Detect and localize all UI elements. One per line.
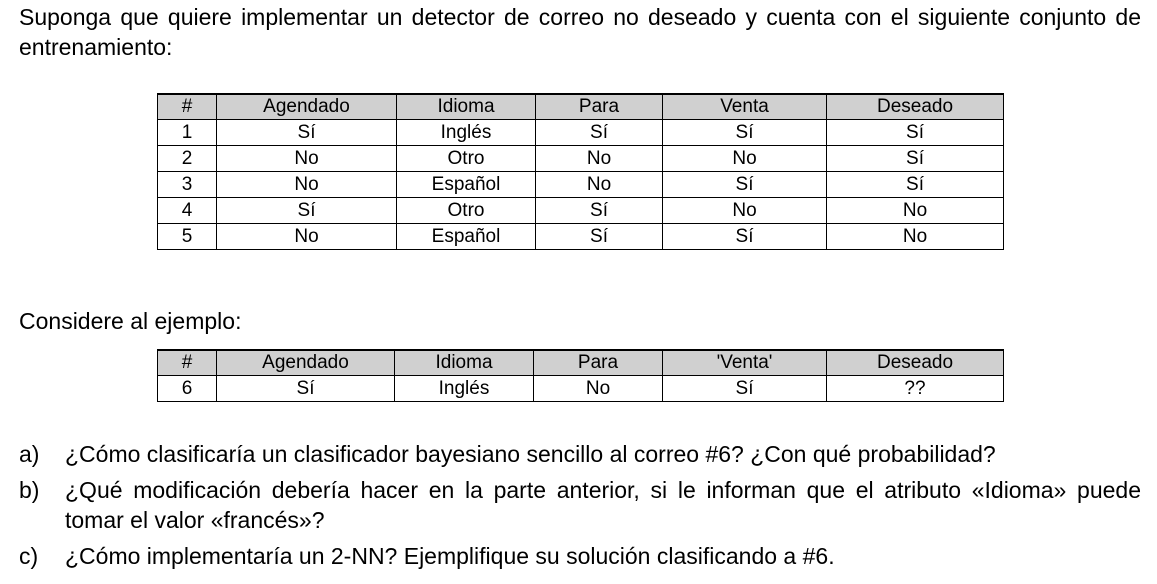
header-cell: Idioma <box>395 350 534 376</box>
table-row <box>158 198 1004 224</box>
question-text: ¿Cómo implementaría un 2-NN? Ejemplifique su solución clasificando a #6. <box>65 543 835 569</box>
table-cell: No <box>827 198 1004 224</box>
example-table <box>157 349 1004 402</box>
question-letter: b) <box>19 477 40 503</box>
table-cell: 3 <box>158 172 217 198</box>
table-cell: Sí <box>827 120 1004 146</box>
table-cell: Inglés <box>395 376 534 402</box>
question-item <box>19 541 1141 571</box>
table-cell: Sí <box>536 120 663 146</box>
table-cell: Sí <box>217 120 397 146</box>
header-cell: Agendado <box>217 350 395 376</box>
table-cell: Sí <box>217 198 397 224</box>
table-cell: No <box>536 172 663 198</box>
table-cell: No <box>217 146 397 172</box>
header-cell: Venta <box>663 94 827 120</box>
table-cell: Sí <box>663 172 827 198</box>
header-cell: Para <box>534 350 663 376</box>
table-cell: Español <box>397 224 536 250</box>
question-list <box>19 439 1141 577</box>
question-text: ¿Cómo clasificaría un clasificador bayesiano sencillo al correo #6? ¿Con qué probabilidad? <box>65 441 996 467</box>
table-cell: No <box>217 224 397 250</box>
table-cell: ?? <box>827 376 1004 402</box>
consider-example-text: Considere al ejemplo: <box>19 308 242 334</box>
header-cell: # <box>158 350 217 376</box>
table-cell: Otro <box>397 198 536 224</box>
header-cell: # <box>158 94 217 120</box>
table-row <box>158 120 1004 146</box>
question-letter: c) <box>19 543 39 569</box>
table-header-row <box>158 350 1004 376</box>
header-cell: Para <box>536 94 663 120</box>
table-cell: 5 <box>158 224 217 250</box>
table-row <box>158 172 1004 198</box>
header-cell: 'Venta' <box>663 350 827 376</box>
header-cell: Agendado <box>217 94 397 120</box>
table-cell: No <box>534 376 663 402</box>
table-cell: Sí <box>663 376 827 402</box>
table-cell: Sí <box>217 376 395 402</box>
table-cell: Sí <box>663 120 827 146</box>
table-cell: No <box>663 198 827 224</box>
header-cell: Idioma <box>397 94 536 120</box>
table-cell: No <box>217 172 397 198</box>
table-cell: Inglés <box>397 120 536 146</box>
table-cell: Sí <box>536 198 663 224</box>
question-text: ¿Qué modificación debería hacer en la parte anterior, si le informan que el atributo «Idioma» puede tomar el valor «francés»? <box>65 477 1141 533</box>
question-letter: a) <box>19 441 40 467</box>
header-cell: Deseado <box>827 350 1004 376</box>
table-header-row <box>158 94 1004 120</box>
question-item <box>19 439 1141 469</box>
table-cell: Sí <box>663 224 827 250</box>
table-row <box>158 146 1004 172</box>
table-row <box>158 376 1004 402</box>
table-cell: 4 <box>158 198 217 224</box>
table-row <box>158 224 1004 250</box>
intro-paragraph: Suponga que quiere implementar un detector de correo no deseado y cuenta con el siguiente conjunto de entrenamiento: <box>19 4 1141 60</box>
table-cell: Otro <box>397 146 536 172</box>
table-cell: Sí <box>827 172 1004 198</box>
table-cell: No <box>827 224 1004 250</box>
table-cell: No <box>663 146 827 172</box>
table-cell: No <box>536 146 663 172</box>
header-cell: Deseado <box>827 94 1004 120</box>
table-cell: 1 <box>158 120 217 146</box>
table-cell: Sí <box>827 146 1004 172</box>
question-item <box>19 475 1141 535</box>
table-cell: Sí <box>536 224 663 250</box>
table-cell: 6 <box>158 376 217 402</box>
training-table <box>157 93 1004 250</box>
table-cell: 2 <box>158 146 217 172</box>
table-cell: Español <box>397 172 536 198</box>
